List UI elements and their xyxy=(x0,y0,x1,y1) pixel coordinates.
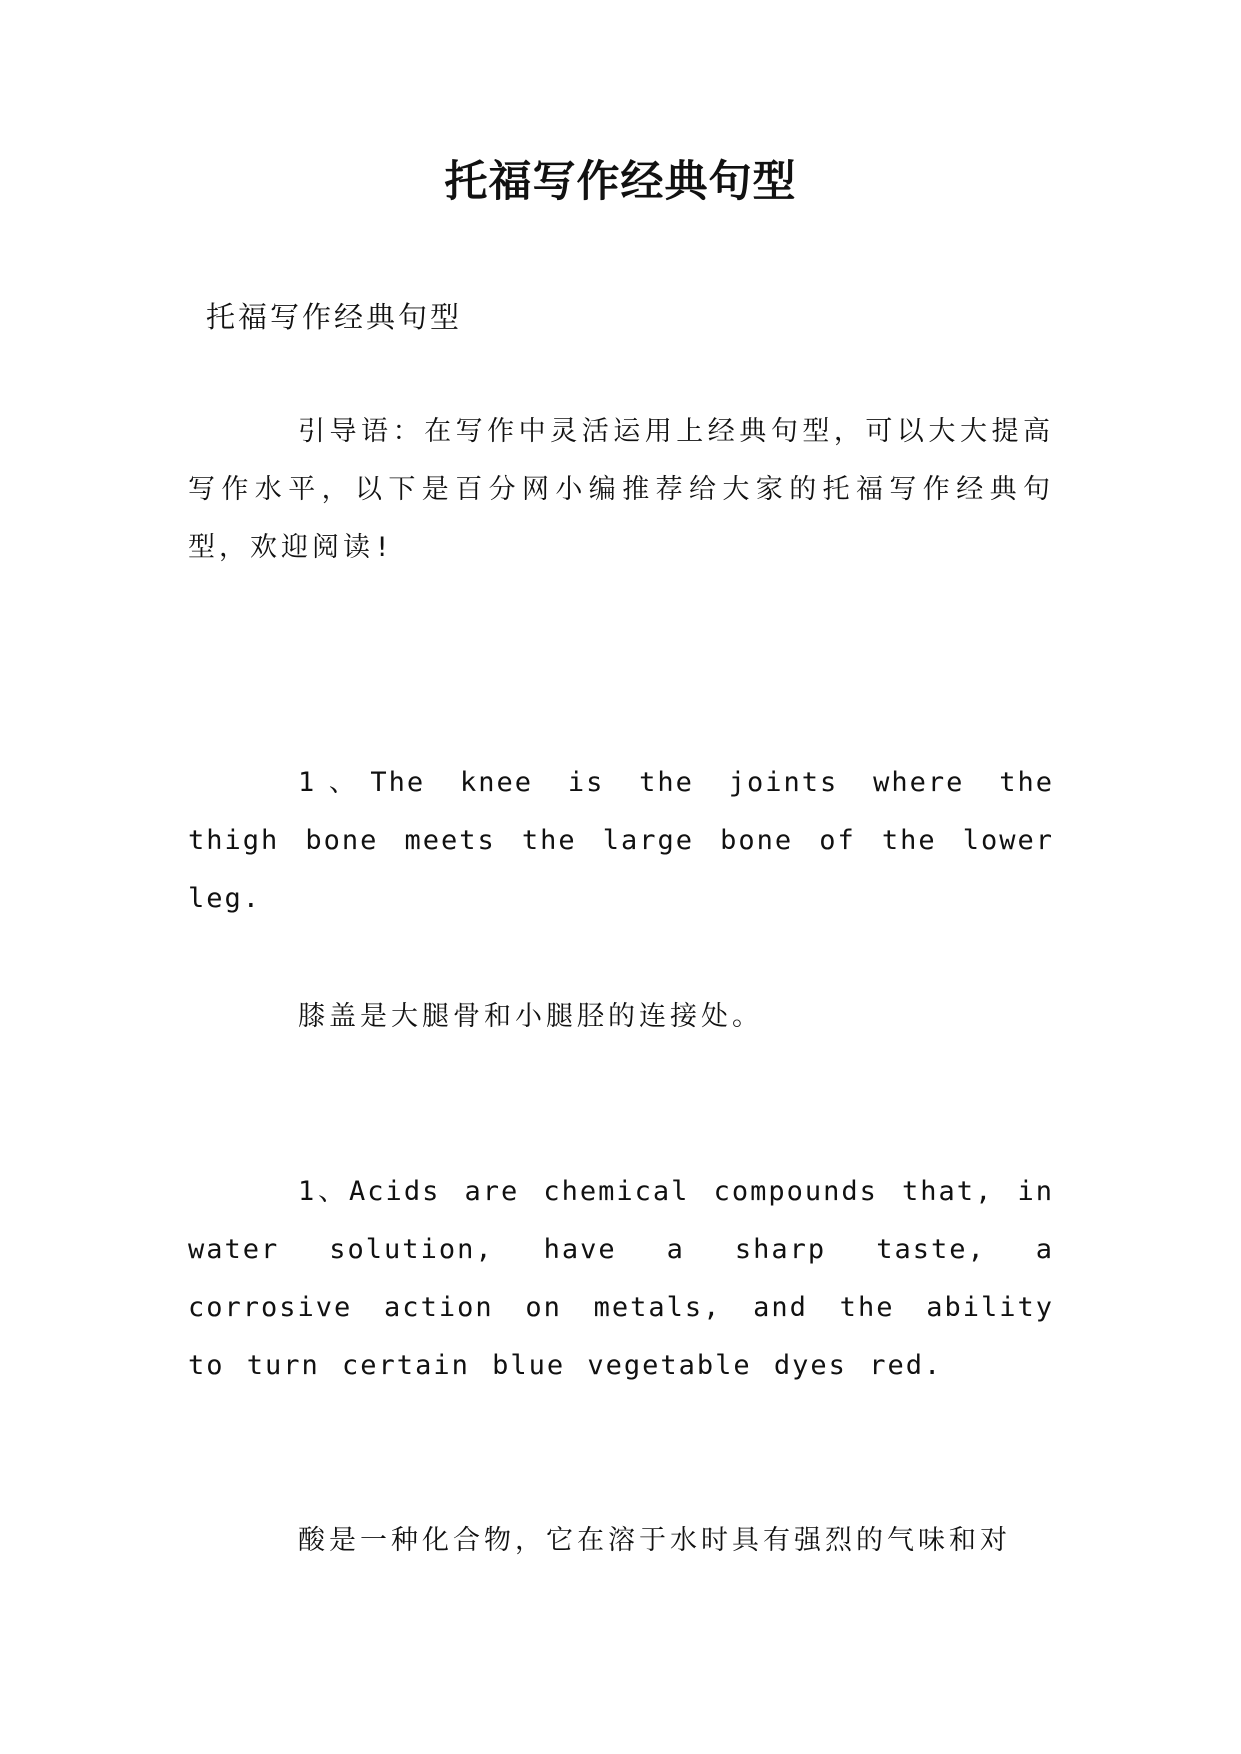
document-subtitle: 托福写作经典句型 xyxy=(206,300,463,334)
sentence-chinese-2: 酸是一种化合物，它在溶于水时具有强烈的气味和对 xyxy=(298,1525,1011,1556)
sentence-english-2: 1、Acids are chemical compounds that, in water solution, have a sharp taste, a corrosive action on metals, and the ability to turn certain blue vegetable dyes red. xyxy=(188,1176,1054,1381)
sentence-english-1: 1、The knee is the joints where the thigh bone meets the large bone of the lower leg. xyxy=(188,767,1054,914)
document-title: 托福写作经典句型 xyxy=(444,157,797,207)
intro-paragraph: 引导语：在写作中灵活运用上经典句型，可以大大提高写作水平，以下是百分网小编推荐给大家的托福写作经典句型，欢迎阅读! xyxy=(188,416,1054,563)
sentence-chinese-1: 膝盖是大腿骨和小腿胫的连接处。 xyxy=(298,1001,763,1032)
